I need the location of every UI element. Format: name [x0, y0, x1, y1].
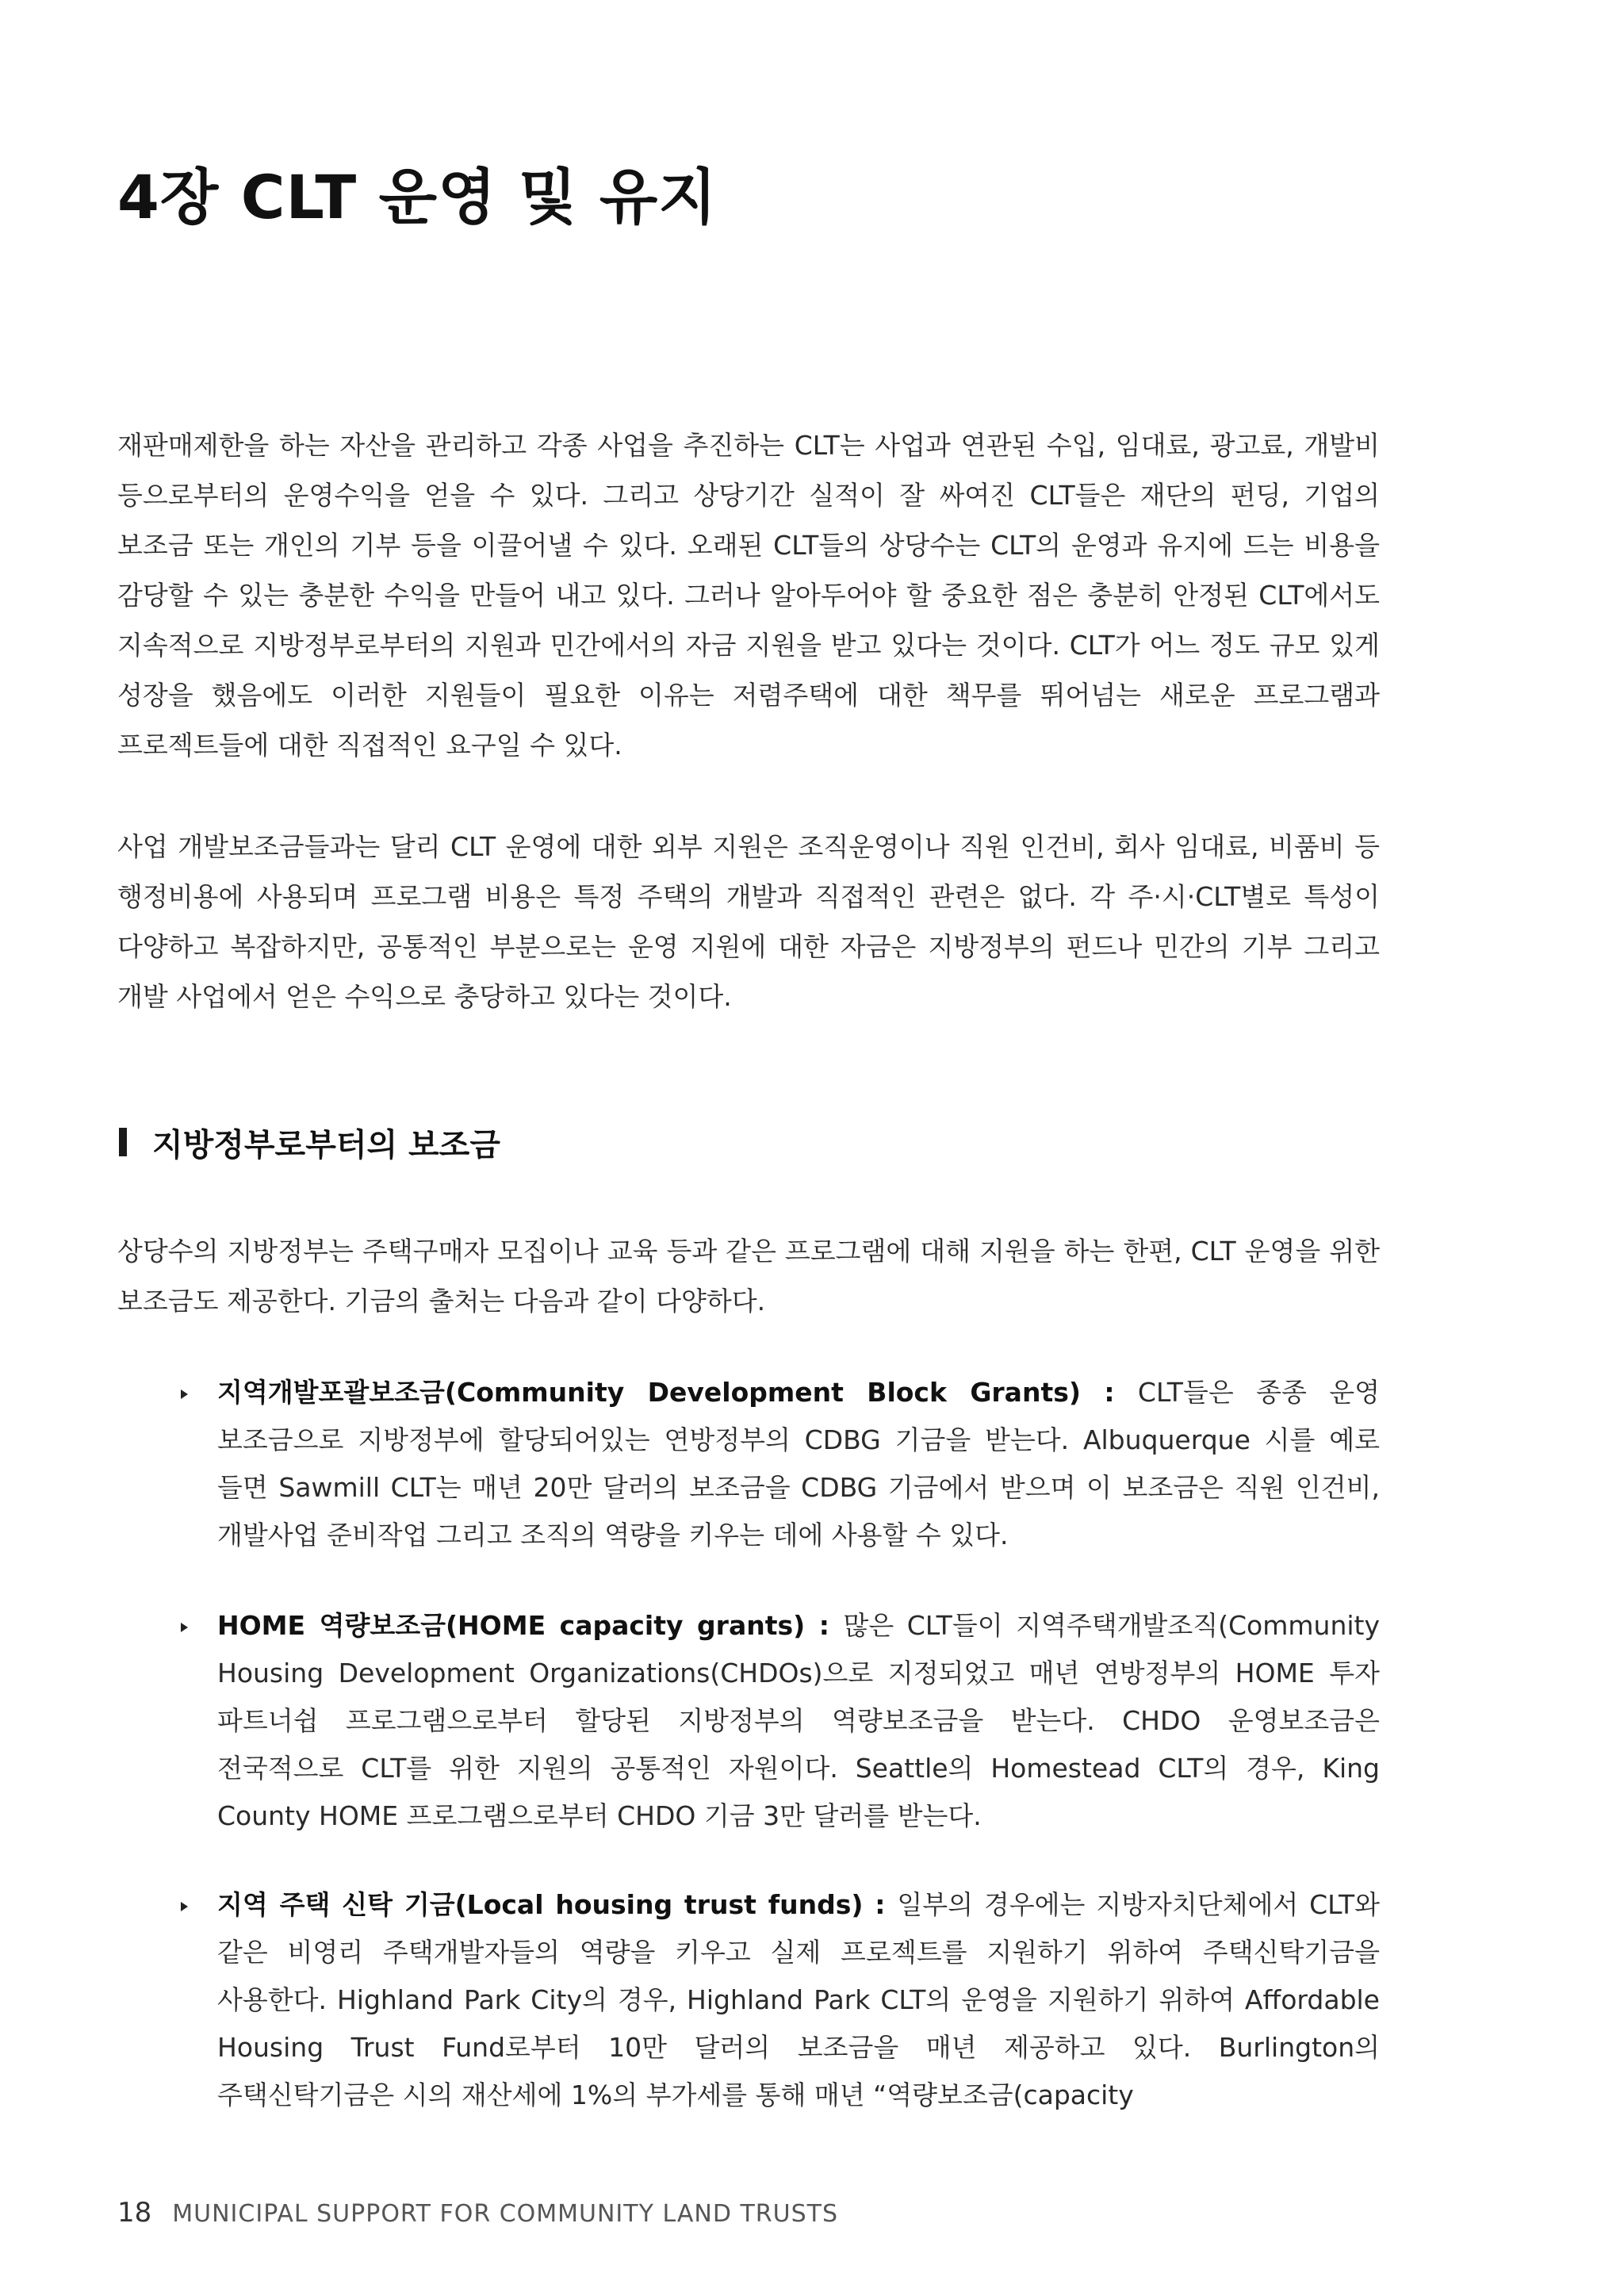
list-item-text: 많은 CLT들이 지역주택개발조직(Community Housing Development Organizations(CHDOs)으로 지정되었고 매년 연방정부의 HOME 투자 파트너쉽 프로그램으로부터 할당된 지방정부의 역량보조금을 받는다. CHDO 운영보조금은 전국적으로 CLT를 위한 지원의 공통적인 자원이다. Seattle의 Homestead CLT의 경우, King County HOME 프로그램으로부터 CHDO 기금 3만 달러를 받는다. [217, 1610, 1380, 1831]
intro-paragraph-2: 사업 개발보조금들과는 달리 CLT 운영에 대한 외부 지원은 조직운영이나 직원 인건비, 회사 임대료, 비품비 등 행정비용에 사용되며 프로그램 비용은 특정 주택의 개발과 직접적인 관련은 없다. 각 주·시·CLT별로 특성이 다양하고 복잡하지만, 공통적인 부분으로는 운영 지원에 대한 자금은 지방정부의 펀드나 민간의 기부 그리고 개발 사업에서 얻은 수익으로 충당하고 있다는 것이다. [117, 831, 1380, 1012]
section-heading-text: 지방정부로부터의 보조금 [152, 1126, 500, 1163]
list-item [178, 1881, 1380, 2119]
triangle-bullet-icon [181, 1902, 188, 1911]
grant-source-list [178, 1602, 1380, 1840]
grant-source-list [178, 1369, 1380, 1559]
page-footer [117, 2197, 838, 2229]
list-item [178, 1369, 1380, 1559]
list-item-text: 일부의 경우에는 지방자치단체에서 CLT와 같은 비영리 주택개발자들의 역량을 키우고 실제 프로젝트를 지원하기 위하여 주택신탁기금을 사용한다. Highland Park City의 경우, Highland Park CLT의 운영을 지원하기 위하여 Affordable Housing Trust Fund로부터 10만 달러의 보조금을 매년 제공하고 있다. Burlington의 주택신탁기금은 시의 재산세에 1%의 부가세를 통해 매년 “역량보조금(capacity [217, 1889, 1380, 2110]
intro-paragraph-1: 재판매제한을 하는 자산을 관리하고 각종 사업을 추진하는 CLT는 사업과 연관된 수입, 임대료, 광고료, 개발비 등으로부터의 운영수익을 얻을 수 있다. 그리고 상당기간 실적이 잘 싸여진 CLT들은 재단의 펀딩, 기업의 보조금 또는 개인의 기부 등을 이끌어낼 수 있다. 오래된 CLT들의 상당수는 CLT의 운영과 유지에 드는 비용을 감당할 수 있는 충분한 수익을 만들어 내고 있다. 그러나 알아두어야 할 중요한 점은 충분히 안정된 CLT에서도 지속적으로 지방정부로부터의 지원과 민간에서의 자금 지원을 받고 있다는 것이다. CLT가 어느 정도 규모 있게 성장을 했음에도 이러한 지원들이 필요한 이유는 저렴주택에 대한 책무를 뛰어넘는 새로운 프로그램과 프로젝트들에 대한 직접적인 요구일 수 있다. [117, 430, 1380, 761]
list-item-text: CLT들은 종종 운영 보조금으로 지방정부에 할당되어있는 연방정부의 CDBG 기금을 받는다. Albuquerque 시를 예로 들면 Sawmill CLT는 매년 20만 달러의 보조금을 CDBG 기금에서 받으며 이 보조금은 직원 인건비, 개발사업 준비작업 그리고 조직의 역량을 키우는 데에 사용할 수 있다. [217, 1377, 1380, 1550]
triangle-bullet-icon [181, 1389, 188, 1399]
page-number: 18 [117, 2197, 152, 2229]
triangle-bullet-icon [181, 1623, 188, 1632]
running-footer-title: MUNICIPAL SUPPORT FOR COMMUNITY LAND TRUSTS [172, 2200, 839, 2228]
section-heading [119, 1118, 500, 1166]
list-item-term: 지역개발포괄보조금(Community Development Block Grants) : [217, 1377, 1138, 1408]
section-bar-icon [119, 1128, 127, 1156]
chapter-title: 4장 CLT 운영 및 유지 [117, 162, 718, 232]
list-item-term: 지역 주택 신탁 기금(Local housing trust funds) : [217, 1889, 898, 1920]
grant-source-list [178, 1881, 1380, 2119]
list-item [178, 1602, 1380, 1840]
section-intro-paragraph: 상당수의 지방정부는 주택구매자 모집이나 교육 등과 같은 프로그램에 대해 지원을 하는 한편, CLT 운영을 위한 보조금도 제공한다. 기금의 출처는 다음과 같이 다양하다. [117, 1236, 1380, 1317]
list-item-term: HOME 역량보조금(HOME capacity grants) : [217, 1610, 844, 1641]
